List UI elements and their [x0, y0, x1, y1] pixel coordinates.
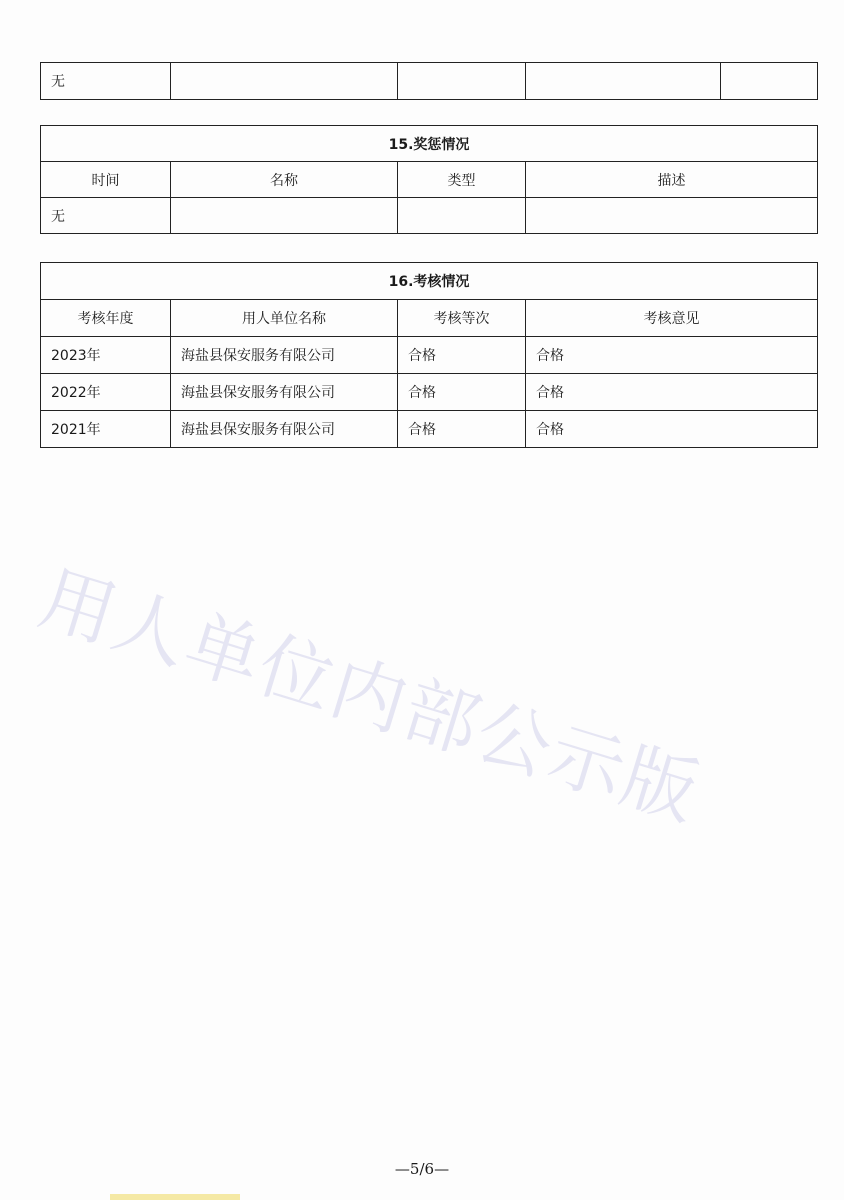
assessment-table	[40, 262, 818, 448]
section-title-assessment: 16.考核情况	[41, 263, 818, 300]
table-row	[41, 337, 818, 374]
table-cell: 无	[41, 63, 171, 100]
table-cell: 海盐县保安服务有限公司	[171, 411, 398, 448]
table-cell	[398, 198, 526, 234]
table-cell: 2022年	[41, 374, 171, 411]
table-cell	[398, 63, 526, 100]
table-cell	[721, 63, 818, 100]
table-cell: 海盐县保安服务有限公司	[171, 374, 398, 411]
awards-table	[40, 125, 818, 234]
table-row	[41, 198, 818, 234]
table-cell: 2021年	[41, 411, 171, 448]
column-header: 时间	[41, 162, 171, 198]
table-cell	[526, 63, 721, 100]
column-header: 考核意见	[526, 300, 818, 337]
scan-artifact	[110, 1194, 240, 1200]
watermark: 用人单位内部公示版	[30, 555, 710, 838]
previous-section-table	[40, 62, 818, 100]
table-cell: 合格	[398, 374, 526, 411]
table-cell: 无	[41, 198, 171, 234]
table-cell	[171, 198, 398, 234]
table-cell: 合格	[526, 374, 818, 411]
column-header: 考核年度	[41, 300, 171, 337]
table-cell	[526, 198, 818, 234]
table-cell: 合格	[398, 337, 526, 374]
column-header: 名称	[171, 162, 398, 198]
table-cell: 合格	[526, 411, 818, 448]
column-header: 用人单位名称	[171, 300, 398, 337]
table-cell	[171, 63, 398, 100]
column-header: 考核等次	[398, 300, 526, 337]
table-row	[41, 374, 818, 411]
table-header-row	[41, 162, 818, 198]
section-title-awards: 15.奖惩情况	[41, 126, 818, 162]
table-row	[41, 63, 818, 100]
column-header: 类型	[398, 162, 526, 198]
page-number: —5/6—	[394, 1160, 450, 1178]
column-header: 描述	[526, 162, 818, 198]
table-cell: 海盐县保安服务有限公司	[171, 337, 398, 374]
table-header-row	[41, 300, 818, 337]
table-cell: 2023年	[41, 337, 171, 374]
table-row	[41, 411, 818, 448]
table-cell: 合格	[526, 337, 818, 374]
table-cell: 合格	[398, 411, 526, 448]
